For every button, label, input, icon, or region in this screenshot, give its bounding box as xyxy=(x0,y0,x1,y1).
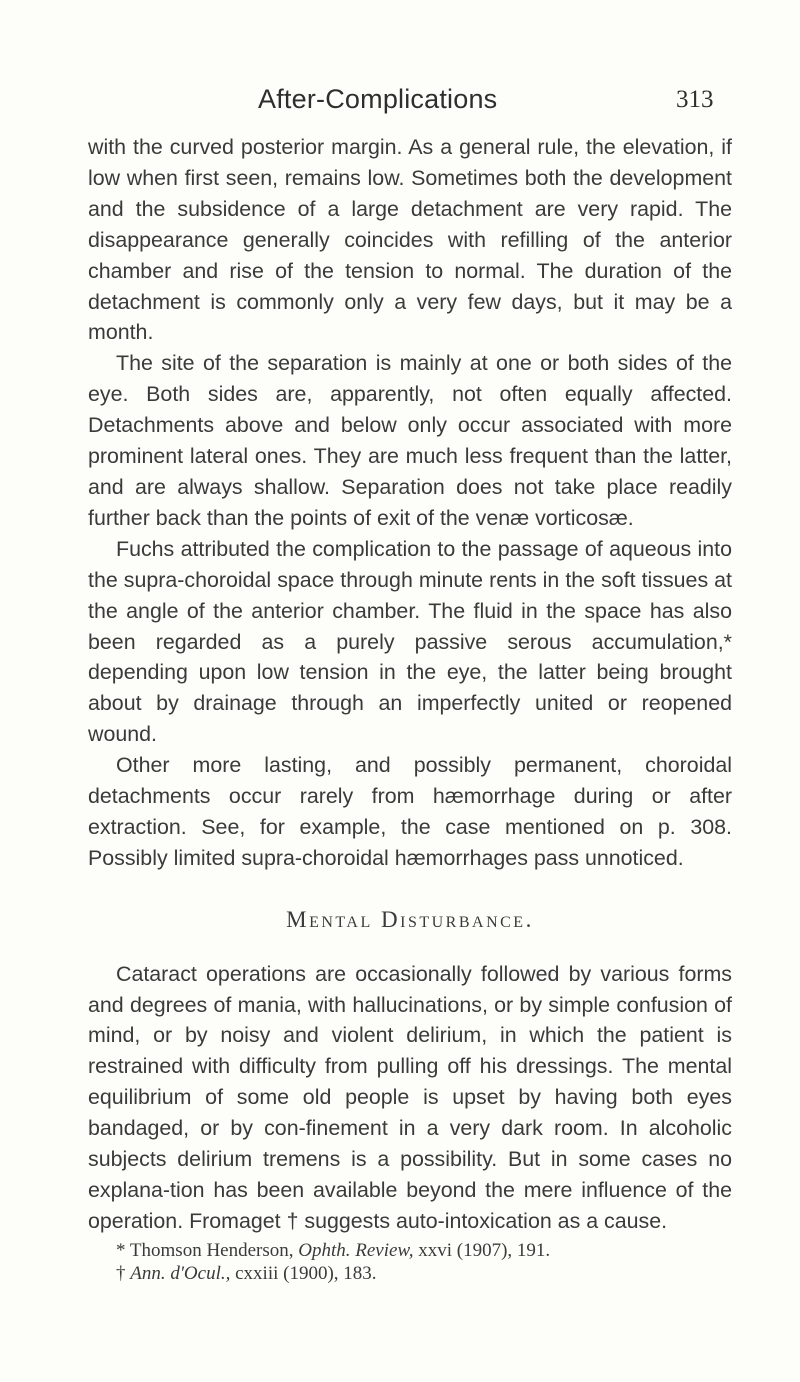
paragraph-site-of-separation: The site of the separation is mainly at one or both sides of the eye. Both sides are, apparently, not often equally affected. Detachments above and below only occur associated with more prominent lateral ones. They are much less frequent than the latter, and are always shallow. Separation does not take place readily further back than the points of exit of the venæ vorticosæ. xyxy=(88,351,732,530)
footnote xyxy=(88,1262,732,1285)
paragraph-fuchs: Fuchs attributed the complication to the passage of aqueous into the supra-choroidal space through minute rents in the soft tissues at the angle of the anterior chamber. The fluid in the space has also been regarded as a purely passive serous accumulation,* depending upon low tension in the eye, the latter being brought about by drainage through an imperfectly united or reopened wound. xyxy=(88,536,732,747)
body-text xyxy=(88,132,732,1237)
page-header xyxy=(0,84,800,124)
footnote-journal: Ann. d'Ocul., xyxy=(130,1263,231,1284)
footnote-mark: † xyxy=(116,1263,126,1284)
footnote-mark: * xyxy=(116,1240,126,1261)
paragraph-continued: with the curved posterior margin. As a general rule, the elevation, if low when first seen, remains low. Sometimes both the development and the subsidence of a large detachment are very rapid. The disappearance generally coincides with refilling of the anterior chamber and rise of the tension to normal. The duration of the detachment is commonly only a very few days, but it may be a month. xyxy=(88,135,732,345)
section-heading: Mental Disturbance. xyxy=(286,906,534,932)
footnote-author: Thomson Henderson, xyxy=(129,1240,294,1261)
footnote-reference: xxvi (1907), 191. xyxy=(418,1240,551,1261)
footnote-reference: cxxiii (1900), 183. xyxy=(235,1263,377,1284)
page-number: 313 xyxy=(676,86,714,113)
paragraph-mental-disturbance: Cataract operations are occasionally followed by various forms and degrees of mania, with hallucinations, or by simple confusion of mind, or by noisy and violent delirium, in which the patient is restrained with difficulty from pulling off his dressings. The mental equilibrium of some old people is upset by having both eyes bandaged, or by con-finement in a very dark room. In alcoholic subjects delirium tremens is a possibility. But in some cases no explana-tion has been available beyond the mere influence of the operation. Fromaget † suggests auto-intoxication as a cause. xyxy=(88,961,732,1233)
footnotes xyxy=(88,1239,732,1285)
footnote xyxy=(88,1239,732,1262)
paragraph-lasting-detachments: Other more lasting, and possibly permanent, choroidal detachments occur rarely from hæmorrhage during or after extraction. See, for example, the case mentioned on p. 308. Possibly limited supra-choroidal hæmorrhages pass unnoticed. xyxy=(88,753,732,870)
running-title: After-Complications xyxy=(258,84,498,114)
footnote-journal: Ophth. Review, xyxy=(298,1240,414,1261)
